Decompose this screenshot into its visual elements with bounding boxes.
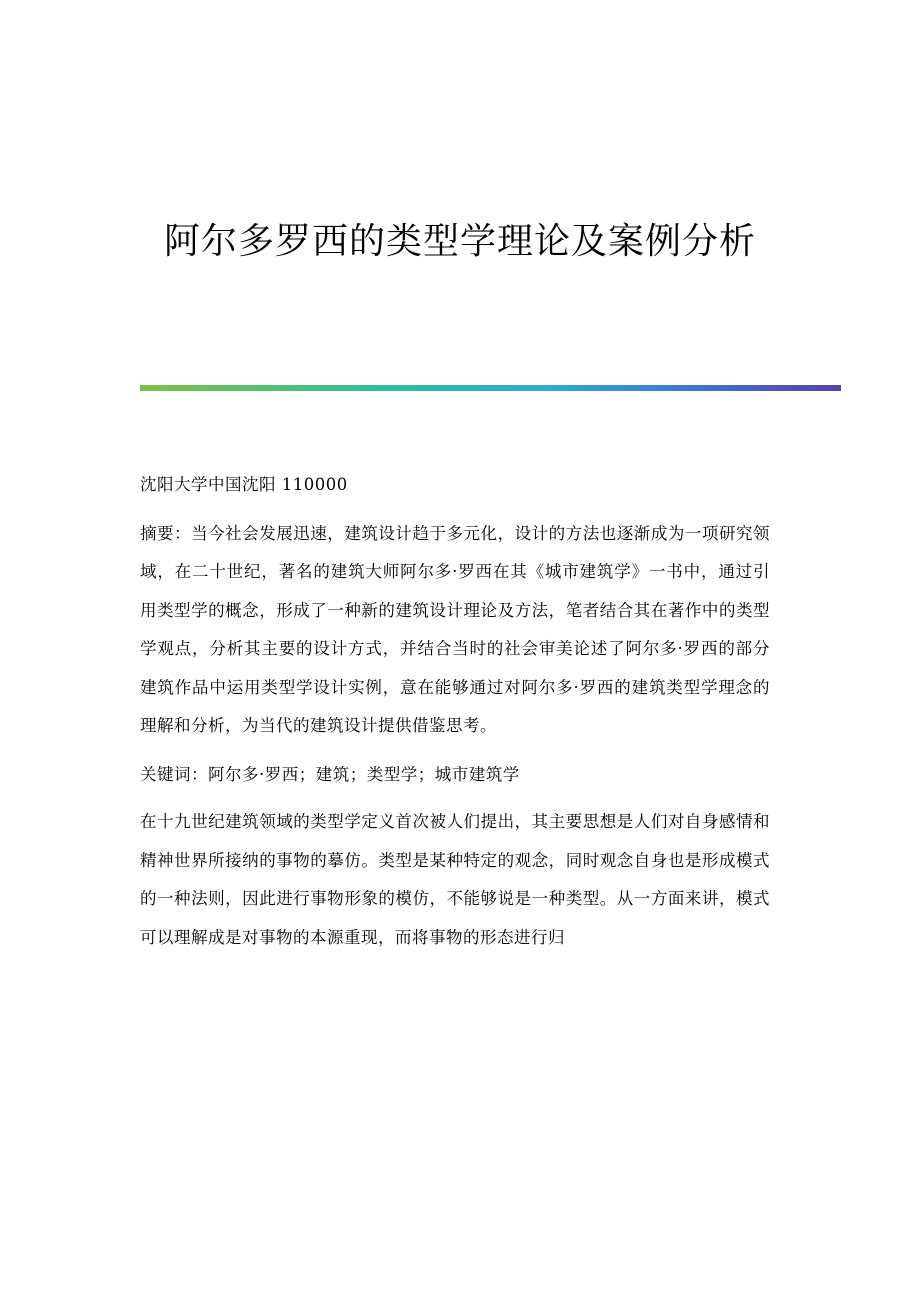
- abstract-paragraph: 摘要：当今社会发展迅速，建筑设计趋于多元化，设计的方法也逐渐成为一项研究领域，在二十世纪，著名的建筑大师阿尔多·罗西在其《城市建筑学》一书中，通过引用类型学的概念，形成了一种新的建筑设计理论及方法，笔者结合其在著作中的类型学观点，分析其主要的设计方式，并结合当时的社会审美论述了阿尔多·罗西的部分建筑作品中运用类型学设计实例，意在能够通过对阿尔多·罗西的建筑类型学理念的理解和分析，为当代的建筑设计提供借鉴思考。: [140, 523, 770, 735]
- title-divider: [140, 385, 841, 391]
- keywords-line: 关键词：阿尔多·罗西；建筑；类型学；城市建筑学: [140, 764, 520, 784]
- document-body: [140, 466, 770, 957]
- body-paragraph: 在十九世纪建筑领域的类型学定义首次被人们提出，其主要思想是人们对自身感情和精神世界所接纳的事物的摹仿。类型是某种特定的观念，同时观念自身也是形成模式的一种法则，因此进行事物形象的模仿，不能够说是一种类型。从一方面来讲，模式可以理解成是对事物的本源重现，而将事物的形态进行归: [140, 812, 770, 947]
- document-title: 阿尔多罗西的类型学理论及案例分析: [163, 221, 756, 262]
- affiliation: 沈阳大学中国沈阳 110000: [140, 475, 348, 494]
